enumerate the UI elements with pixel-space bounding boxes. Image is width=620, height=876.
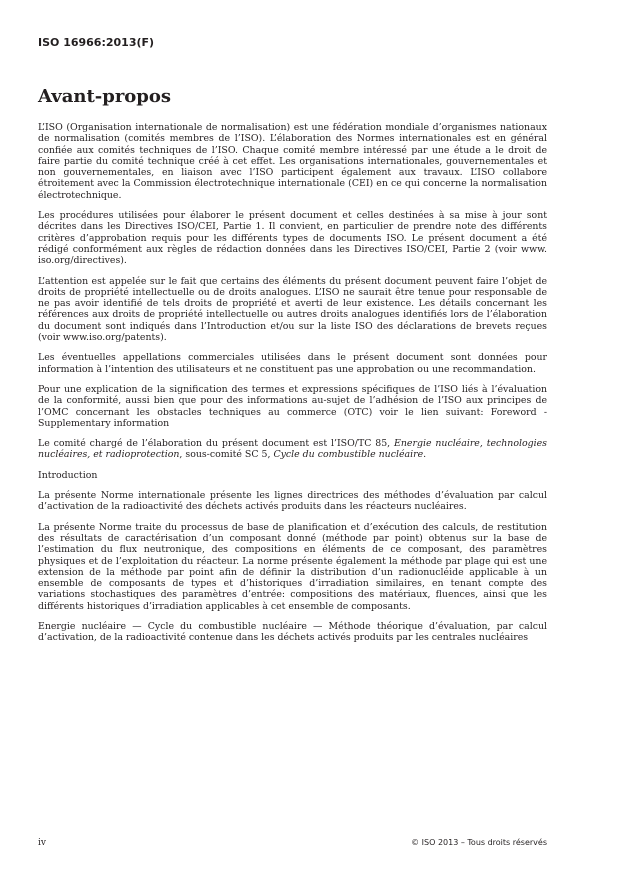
copyright-notice: © ISO 2013 – Tous droits réservés	[411, 838, 547, 847]
intro-paragraph: La présente Norme internationale présente les lignes directrices des méthodes d’évaluation par calcul d’activation de la radioactivité des déchets activés produits dans les réacteurs nucléaires.	[38, 490, 547, 513]
paragraph: Pour une explication de la signification des termes et expressions spécifiques de l’ISO liés à l’évaluation de la conformité, aussi bien que pour des informations au-sujet de l’adhésion de l’ISO aux principes de l’OMC concernant les obstacles techniques au commerce (OTC) voir le lien suivant: Foreword - Supplementary information	[38, 383, 547, 429]
page-number: iv	[38, 838, 46, 848]
document-id: ISO 16966:2013(F)	[38, 36, 155, 49]
paragraph: L’attention est appelée sur le fait que certains des éléments du présent document peuvent faire l’objet de droits de propriété intellectuelle ou de droits analogues. L’ISO ne saurait être tenue pour responsable de ne pas avoir identifié de tels droits de propriété et averti de leur existence. Les détails concernant les références aux droits de propriété intellectuelle ou autres droits analogues identifiés lors de l’élaboration du document sont indiqués dans l’Introduction et/ou sur la liste ISO des déclarations de brevets reçues (voir www.iso.org/patents).	[38, 275, 547, 344]
sc-title: Cycle du combustible nucléaire	[273, 449, 424, 461]
committee-middle: , sous-comité SC 5,	[179, 449, 274, 461]
committee-prefix: Le comité chargé de l’élaboration du présent document est l’ISO/TC 85,	[38, 438, 395, 450]
paragraph: Les éventuelles appellations commerciales utilisées dans le présent document sont données pour information à l’intention des utilisateurs et ne constituent pas une approbation ou une recommandation.	[38, 352, 547, 375]
intro-paragraph: Energie nucléaire — Cycle du combustible nucléaire — Méthode théorique d’évaluation, par calcul d’activation, de la radioactivité contenue dans les déchets activés produits par les centrales nucléaires	[38, 620, 547, 644]
body-text	[38, 122, 547, 653]
intro-paragraph: La présente Norme traite du processus de base de planification et d’exécution des calculs, de restitution des résultats de caractérisation d’un composant donné (méthode par point) obtenus sur la base de l’estimation du flux neutronique, des compositions en éléments de ce composant, des paramètres physiques et de l’exploitation du réacteur. La norme présente également la méthode par plage qui est une extension de la méthode par point afin de définir la distribution d’un radionucléide applicable à un ensemble de composants de types et d’historiques d’irradiation similaires, en tenant compte des variations stochastiques des paramètres d’entrée: compositions des matériaux, fluences, ainsi que les différents historiques d’irradiation applicables à cet ensemble de composants.	[38, 521, 547, 612]
paragraph: L’ISO (Organisation internationale de normalisation) est une fédération mondiale d’organismes nationaux de normalisation (comités membres de l’ISO). L’élaboration des Normes internationales est en général confiée aux comités techniques de l’ISO. Chaque comité membre intéressé par une étude a le droit de faire partie du comité technique créé à cet effet. Les organisations internationales, gouvernementales et non gouvernementales, en liaison avec l’ISO participent également aux travaux. L’ISO collabore étroitement avec la Commission électrotechnique internationale (CEI) en ce qui concerne la normalisation électrotechnique.	[38, 122, 547, 201]
introduction-heading: Introduction	[38, 469, 98, 481]
page-title: Avant-propos	[38, 86, 172, 107]
paragraph: Les procédures utilisées pour élaborer le présent document et celles destinées à sa mise à jour sont décrites dans les Directives ISO/CEI, Partie 1. Il convient, en particulier de prendre note des différents critères d’approbation requis pour les différents types de documents ISO. Le présent document a été rédigé conformément aux règles de rédaction données dans les Directives ISO/CEI, Partie 2 (voir www. iso.org/directives).	[38, 210, 547, 267]
committee-suffix: .	[423, 449, 427, 461]
tc-title: Energie nucléaire, technologies nucléaires, et radioprotection	[38, 438, 547, 461]
committee-paragraph	[38, 438, 547, 461]
